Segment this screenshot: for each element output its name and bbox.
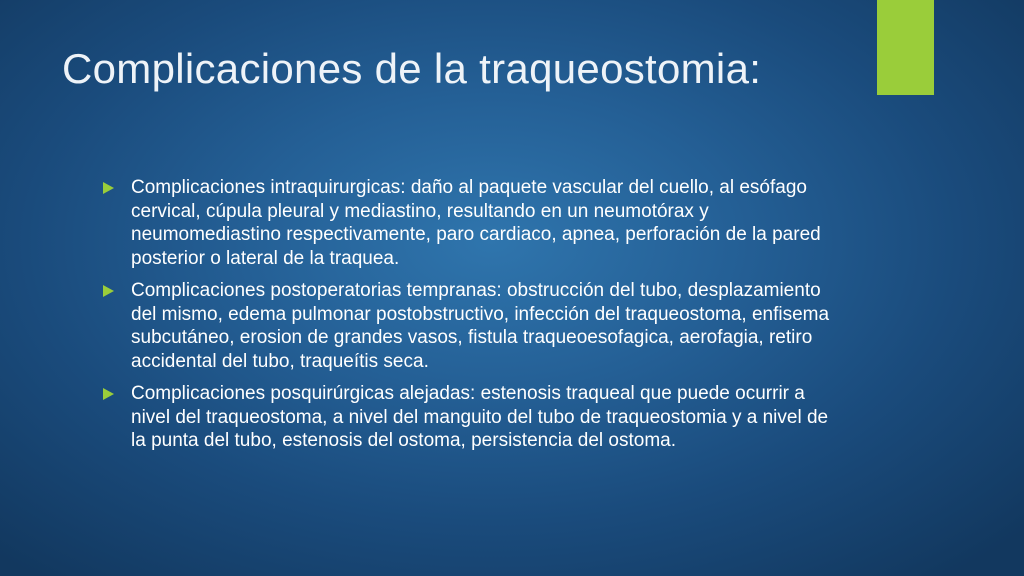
bullet-text: Complicaciones postoperatorias tempranas: obstrucción del tubo, desplazamiento del mismo, edema pulmonar postobstructivo, infección del traqueostoma, enfisema subcutáneo, erosion de grandes vasos, fistula traqueoesofagica, aerofagia, retiro accidental del tubo, traqueítis seca. [131, 280, 830, 372]
slide-title: Complicaciones de la traqueostomia: [62, 45, 762, 92]
bullet-item [103, 279, 833, 373]
bullet-item [103, 382, 833, 453]
accent-bar [877, 0, 934, 95]
triangle-bullet-icon [103, 182, 114, 194]
triangle-bullet-icon [103, 388, 114, 400]
bullet-text: Complicaciones posquirúrgicas alejadas: estenosis traqueal que puede ocurrir a nivel del traqueostoma, a nivel del manguito del tubo de traqueostomia y a nivel de la punta del tubo, estenosis del ostoma, persistencia del ostoma. [131, 383, 829, 451]
triangle-bullet-icon [103, 285, 114, 297]
bullet-item [103, 176, 833, 270]
bullet-text: Complicaciones intraquirurgicas: daño al paquete vascular del cuello, al esófago cervical, cúpula pleural y mediastino, resultando en un neumotórax y neumomediastino respectivamente, paro cardiaco, apnea, perforación de la pared posterior o lateral de la traquea. [131, 177, 821, 269]
bullet-list [103, 176, 833, 462]
